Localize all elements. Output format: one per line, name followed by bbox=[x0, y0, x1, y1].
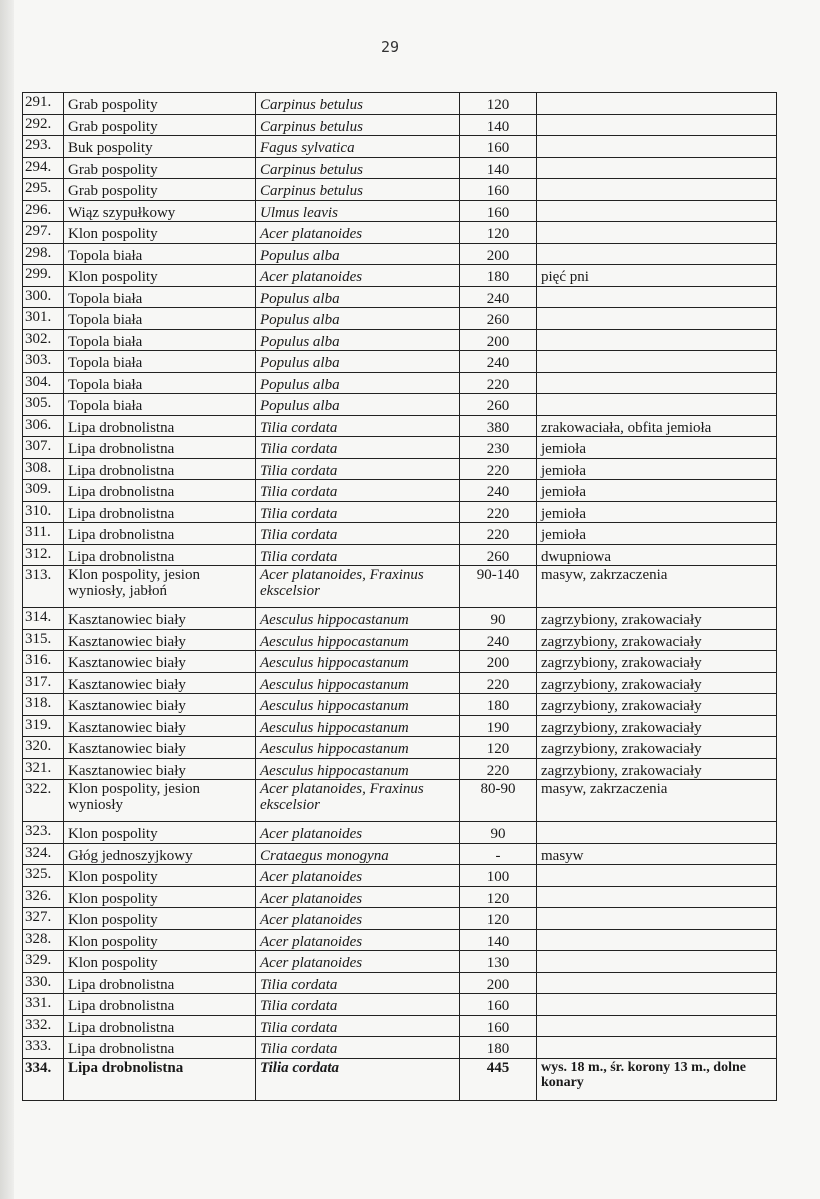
row-number-cell: 310. bbox=[23, 501, 64, 523]
remarks-cell bbox=[537, 372, 777, 394]
remarks-cell bbox=[537, 222, 777, 244]
row-number-cell: 332. bbox=[23, 1015, 64, 1037]
table-row bbox=[23, 458, 777, 480]
remarks-cell bbox=[537, 908, 777, 930]
table-row bbox=[23, 372, 777, 394]
row-number-cell: 329. bbox=[23, 951, 64, 973]
polish-name-cell: Kasztanowiec biały bbox=[64, 737, 256, 759]
remarks-cell: jemioła bbox=[537, 501, 777, 523]
circumference-cell: 140 bbox=[460, 114, 537, 136]
remarks-cell bbox=[537, 994, 777, 1016]
table-row bbox=[23, 501, 777, 523]
remarks-cell bbox=[537, 929, 777, 951]
polish-name-cell: Wiąz szypułkowy bbox=[64, 200, 256, 222]
table-row bbox=[23, 929, 777, 951]
latin-name-cell: Tilia cordata bbox=[256, 972, 460, 994]
latin-name-cell: Tilia cordata bbox=[256, 458, 460, 480]
remarks-cell: zagrzybiony, zrakowaciały bbox=[537, 672, 777, 694]
remarks-cell: jemioła bbox=[537, 437, 777, 459]
row-number-cell: 299. bbox=[23, 265, 64, 287]
remarks-cell bbox=[537, 200, 777, 222]
row-number-cell: 304. bbox=[23, 372, 64, 394]
remarks-cell: zagrzybiony, zrakowaciały bbox=[537, 737, 777, 759]
table-row bbox=[23, 179, 777, 201]
table-row bbox=[23, 222, 777, 244]
remarks-cell bbox=[537, 394, 777, 416]
table-row bbox=[23, 437, 777, 459]
row-number-cell: 333. bbox=[23, 1037, 64, 1059]
row-number-cell: 306. bbox=[23, 415, 64, 437]
latin-name-cell: Aesculus hippocastanum bbox=[256, 608, 460, 630]
table-row bbox=[23, 608, 777, 630]
row-number-cell: 320. bbox=[23, 737, 64, 759]
polish-name-cell: Lipa drobnolistna bbox=[64, 1058, 256, 1100]
row-number-cell: 324. bbox=[23, 843, 64, 865]
table-row bbox=[23, 93, 777, 115]
polish-name-cell: Kasztanowiec biały bbox=[64, 629, 256, 651]
circumference-cell: 160 bbox=[460, 994, 537, 1016]
latin-name-cell: Acer platanoides bbox=[256, 929, 460, 951]
latin-name-cell: Tilia cordata bbox=[256, 523, 460, 545]
polish-name-cell: Klon pospolity, jesion wyniosły bbox=[64, 780, 256, 822]
polish-name-cell: Lipa drobnolistna bbox=[64, 458, 256, 480]
row-number-cell: 322. bbox=[23, 780, 64, 822]
row-number-cell: 323. bbox=[23, 822, 64, 844]
polish-name-cell: Kasztanowiec biały bbox=[64, 758, 256, 780]
remarks-cell bbox=[537, 136, 777, 158]
circumference-cell: 140 bbox=[460, 157, 537, 179]
table-row bbox=[23, 136, 777, 158]
row-number-cell: 302. bbox=[23, 329, 64, 351]
table-row bbox=[23, 351, 777, 373]
remarks-cell bbox=[537, 93, 777, 115]
latin-name-cell: Populus alba bbox=[256, 351, 460, 373]
polish-name-cell: Lipa drobnolistna bbox=[64, 437, 256, 459]
circumference-cell: 240 bbox=[460, 480, 537, 502]
table-row bbox=[23, 566, 777, 608]
remarks-cell bbox=[537, 179, 777, 201]
polish-name-cell: Grab pospolity bbox=[64, 114, 256, 136]
circumference-cell: - bbox=[460, 843, 537, 865]
circumference-cell: 220 bbox=[460, 458, 537, 480]
latin-name-cell: Acer platanoides bbox=[256, 886, 460, 908]
circumference-cell: 80-90 bbox=[460, 780, 537, 822]
circumference-cell: 240 bbox=[460, 351, 537, 373]
row-number-cell: 321. bbox=[23, 758, 64, 780]
remarks-cell bbox=[537, 865, 777, 887]
circumference-cell: 120 bbox=[460, 886, 537, 908]
polish-name-cell: Klon pospolity bbox=[64, 865, 256, 887]
polish-name-cell: Topola biała bbox=[64, 308, 256, 330]
latin-name-cell: Carpinus betulus bbox=[256, 157, 460, 179]
remarks-cell bbox=[537, 243, 777, 265]
latin-name-cell: Populus alba bbox=[256, 308, 460, 330]
latin-name-cell: Tilia cordata bbox=[256, 544, 460, 566]
latin-name-cell: Aesculus hippocastanum bbox=[256, 737, 460, 759]
polish-name-cell: Lipa drobnolistna bbox=[64, 501, 256, 523]
remarks-cell: zrakowaciała, obfita jemioła bbox=[537, 415, 777, 437]
row-number-cell: 292. bbox=[23, 114, 64, 136]
latin-name-cell: Acer platanoides bbox=[256, 265, 460, 287]
polish-name-cell: Klon pospolity bbox=[64, 929, 256, 951]
latin-name-cell: Populus alba bbox=[256, 243, 460, 265]
circumference-cell: 220 bbox=[460, 758, 537, 780]
circumference-cell: 200 bbox=[460, 972, 537, 994]
remarks-cell bbox=[537, 951, 777, 973]
polish-name-cell: Kasztanowiec biały bbox=[64, 651, 256, 673]
remarks-cell bbox=[537, 157, 777, 179]
table-row bbox=[23, 286, 777, 308]
row-number-cell: 316. bbox=[23, 651, 64, 673]
circumference-cell: 90 bbox=[460, 822, 537, 844]
remarks-cell bbox=[537, 329, 777, 351]
remarks-cell bbox=[537, 822, 777, 844]
latin-name-cell: Acer platanoides, Fraxinus ekscelsior bbox=[256, 566, 460, 608]
polish-name-cell: Grab pospolity bbox=[64, 179, 256, 201]
polish-name-cell: Klon pospolity bbox=[64, 951, 256, 973]
circumference-cell: 220 bbox=[460, 672, 537, 694]
polish-name-cell: Klon pospolity bbox=[64, 822, 256, 844]
remarks-cell bbox=[537, 1037, 777, 1059]
latin-name-cell: Populus alba bbox=[256, 286, 460, 308]
row-number-cell: 327. bbox=[23, 908, 64, 930]
circumference-cell: 230 bbox=[460, 437, 537, 459]
polish-name-cell: Lipa drobnolistna bbox=[64, 1015, 256, 1037]
table-row bbox=[23, 951, 777, 973]
latin-name-cell: Aesculus hippocastanum bbox=[256, 651, 460, 673]
row-number-cell: 331. bbox=[23, 994, 64, 1016]
table-row bbox=[23, 886, 777, 908]
remarks-cell: masyw, zakrzaczenia bbox=[537, 566, 777, 608]
polish-name-cell: Klon pospolity, jesion wyniosły, jabłoń bbox=[64, 566, 256, 608]
polish-name-cell: Topola biała bbox=[64, 329, 256, 351]
latin-name-cell: Carpinus betulus bbox=[256, 179, 460, 201]
latin-name-cell: Aesculus hippocastanum bbox=[256, 694, 460, 716]
page-number: 29 bbox=[380, 38, 400, 56]
row-number-cell: 298. bbox=[23, 243, 64, 265]
table-row bbox=[23, 843, 777, 865]
remarks-cell bbox=[537, 114, 777, 136]
table-row bbox=[23, 394, 777, 416]
polish-name-cell: Topola biała bbox=[64, 351, 256, 373]
remarks-cell: wys. 18 m., śr. korony 13 m., dolne konary bbox=[537, 1058, 777, 1100]
polish-name-cell: Kasztanowiec biały bbox=[64, 672, 256, 694]
circumference-cell: 120 bbox=[460, 222, 537, 244]
circumference-cell: 240 bbox=[460, 286, 537, 308]
latin-name-cell: Tilia cordata bbox=[256, 437, 460, 459]
remarks-cell bbox=[537, 972, 777, 994]
tree-inventory-table bbox=[22, 92, 777, 1101]
remarks-cell bbox=[537, 351, 777, 373]
polish-name-cell: Grab pospolity bbox=[64, 93, 256, 115]
polish-name-cell: Topola biała bbox=[64, 394, 256, 416]
table-row bbox=[23, 308, 777, 330]
table-row bbox=[23, 737, 777, 759]
row-number-cell: 330. bbox=[23, 972, 64, 994]
polish-name-cell: Buk pospolity bbox=[64, 136, 256, 158]
circumference-cell: 200 bbox=[460, 329, 537, 351]
circumference-cell: 160 bbox=[460, 200, 537, 222]
row-number-cell: 314. bbox=[23, 608, 64, 630]
polish-name-cell: Lipa drobnolistna bbox=[64, 415, 256, 437]
row-number-cell: 309. bbox=[23, 480, 64, 502]
remarks-cell bbox=[537, 886, 777, 908]
row-number-cell: 297. bbox=[23, 222, 64, 244]
latin-name-cell: Aesculus hippocastanum bbox=[256, 758, 460, 780]
remarks-cell: zagrzybiony, zrakowaciały bbox=[537, 758, 777, 780]
table-row bbox=[23, 200, 777, 222]
polish-name-cell: Głóg jednoszyjkowy bbox=[64, 843, 256, 865]
polish-name-cell: Lipa drobnolistna bbox=[64, 544, 256, 566]
row-number-cell: 317. bbox=[23, 672, 64, 694]
remarks-cell: jemioła bbox=[537, 523, 777, 545]
circumference-cell: 220 bbox=[460, 523, 537, 545]
circumference-cell: 200 bbox=[460, 243, 537, 265]
row-number-cell: 300. bbox=[23, 286, 64, 308]
remarks-cell: zagrzybiony, zrakowaciały bbox=[537, 715, 777, 737]
latin-name-cell: Tilia cordata bbox=[256, 1015, 460, 1037]
circumference-cell: 130 bbox=[460, 951, 537, 973]
table-row bbox=[23, 822, 777, 844]
latin-name-cell: Ulmus leavis bbox=[256, 200, 460, 222]
circumference-cell: 120 bbox=[460, 908, 537, 930]
table-row bbox=[23, 972, 777, 994]
circumference-cell: 445 bbox=[460, 1058, 537, 1100]
latin-name-cell: Fagus sylvatica bbox=[256, 136, 460, 158]
row-number-cell: 308. bbox=[23, 458, 64, 480]
row-number-cell: 328. bbox=[23, 929, 64, 951]
circumference-cell: 260 bbox=[460, 308, 537, 330]
circumference-cell: 180 bbox=[460, 1037, 537, 1059]
polish-name-cell: Klon pospolity bbox=[64, 222, 256, 244]
latin-name-cell: Acer platanoides bbox=[256, 865, 460, 887]
table-row bbox=[23, 1058, 777, 1100]
remarks-cell: jemioła bbox=[537, 458, 777, 480]
polish-name-cell: Lipa drobnolistna bbox=[64, 480, 256, 502]
page-edge bbox=[0, 0, 14, 1199]
polish-name-cell: Kasztanowiec biały bbox=[64, 715, 256, 737]
polish-name-cell: Topola biała bbox=[64, 372, 256, 394]
table-row bbox=[23, 265, 777, 287]
row-number-cell: 326. bbox=[23, 886, 64, 908]
polish-name-cell: Klon pospolity bbox=[64, 265, 256, 287]
circumference-cell: 140 bbox=[460, 929, 537, 951]
circumference-cell: 260 bbox=[460, 394, 537, 416]
row-number-cell: 291. bbox=[23, 93, 64, 115]
row-number-cell: 313. bbox=[23, 566, 64, 608]
table-row bbox=[23, 758, 777, 780]
row-number-cell: 307. bbox=[23, 437, 64, 459]
latin-name-cell: Populus alba bbox=[256, 372, 460, 394]
polish-name-cell: Kasztanowiec biały bbox=[64, 608, 256, 630]
circumference-cell: 90 bbox=[460, 608, 537, 630]
latin-name-cell: Tilia cordata bbox=[256, 415, 460, 437]
row-number-cell: 311. bbox=[23, 523, 64, 545]
circumference-cell: 120 bbox=[460, 93, 537, 115]
polish-name-cell: Topola biała bbox=[64, 243, 256, 265]
row-number-cell: 303. bbox=[23, 351, 64, 373]
remarks-cell: zagrzybiony, zrakowaciały bbox=[537, 651, 777, 673]
polish-name-cell: Lipa drobnolistna bbox=[64, 1037, 256, 1059]
latin-name-cell: Aesculus hippocastanum bbox=[256, 715, 460, 737]
circumference-cell: 220 bbox=[460, 501, 537, 523]
remarks-cell bbox=[537, 1015, 777, 1037]
table-row bbox=[23, 114, 777, 136]
table-row bbox=[23, 1015, 777, 1037]
row-number-cell: 318. bbox=[23, 694, 64, 716]
latin-name-cell: Acer platanoides bbox=[256, 951, 460, 973]
table-row bbox=[23, 1037, 777, 1059]
remarks-cell: zagrzybiony, zrakowaciały bbox=[537, 629, 777, 651]
circumference-cell: 90-140 bbox=[460, 566, 537, 608]
remarks-cell: dwupniowa bbox=[537, 544, 777, 566]
latin-name-cell: Acer platanoides, Fraxinus ekscelsior bbox=[256, 780, 460, 822]
row-number-cell: 325. bbox=[23, 865, 64, 887]
table-row bbox=[23, 994, 777, 1016]
table-row bbox=[23, 480, 777, 502]
circumference-cell: 260 bbox=[460, 544, 537, 566]
latin-name-cell: Tilia cordata bbox=[256, 480, 460, 502]
table-row bbox=[23, 329, 777, 351]
remarks-cell: masyw, zakrzaczenia bbox=[537, 780, 777, 822]
remarks-cell: zagrzybiony, zrakowaciały bbox=[537, 608, 777, 630]
circumference-cell: 180 bbox=[460, 694, 537, 716]
remarks-cell: zagrzybiony, zrakowaciały bbox=[537, 694, 777, 716]
row-number-cell: 295. bbox=[23, 179, 64, 201]
remarks-cell bbox=[537, 286, 777, 308]
polish-name-cell: Klon pospolity bbox=[64, 908, 256, 930]
circumference-cell: 160 bbox=[460, 1015, 537, 1037]
table-row bbox=[23, 415, 777, 437]
latin-name-cell: Carpinus betulus bbox=[256, 114, 460, 136]
circumference-cell: 380 bbox=[460, 415, 537, 437]
circumference-cell: 160 bbox=[460, 136, 537, 158]
remarks-cell: jemioła bbox=[537, 480, 777, 502]
table-row bbox=[23, 651, 777, 673]
latin-name-cell: Populus alba bbox=[256, 329, 460, 351]
latin-name-cell: Aesculus hippocastanum bbox=[256, 672, 460, 694]
table-row bbox=[23, 157, 777, 179]
circumference-cell: 120 bbox=[460, 737, 537, 759]
latin-name-cell: Populus alba bbox=[256, 394, 460, 416]
latin-name-cell: Carpinus betulus bbox=[256, 93, 460, 115]
latin-name-cell: Tilia cordata bbox=[256, 994, 460, 1016]
latin-name-cell: Acer platanoides bbox=[256, 222, 460, 244]
table-row bbox=[23, 629, 777, 651]
polish-name-cell: Grab pospolity bbox=[64, 157, 256, 179]
latin-name-cell: Tilia cordata bbox=[256, 1058, 460, 1100]
remarks-cell: pięć pni bbox=[537, 265, 777, 287]
polish-name-cell: Lipa drobnolistna bbox=[64, 523, 256, 545]
remarks-cell: masyw bbox=[537, 843, 777, 865]
row-number-cell: 294. bbox=[23, 157, 64, 179]
latin-name-cell: Tilia cordata bbox=[256, 1037, 460, 1059]
table-row bbox=[23, 908, 777, 930]
row-number-cell: 296. bbox=[23, 200, 64, 222]
polish-name-cell: Topola biała bbox=[64, 286, 256, 308]
circumference-cell: 180 bbox=[460, 265, 537, 287]
circumference-cell: 240 bbox=[460, 629, 537, 651]
circumference-cell: 220 bbox=[460, 372, 537, 394]
row-number-cell: 334. bbox=[23, 1058, 64, 1100]
remarks-cell bbox=[537, 308, 777, 330]
circumference-cell: 200 bbox=[460, 651, 537, 673]
latin-name-cell: Aesculus hippocastanum bbox=[256, 629, 460, 651]
latin-name-cell: Tilia cordata bbox=[256, 501, 460, 523]
latin-name-cell: Acer platanoides bbox=[256, 822, 460, 844]
polish-name-cell: Lipa drobnolistna bbox=[64, 994, 256, 1016]
row-number-cell: 312. bbox=[23, 544, 64, 566]
latin-name-cell: Crataegus monogyna bbox=[256, 843, 460, 865]
table-row bbox=[23, 715, 777, 737]
table-row bbox=[23, 523, 777, 545]
polish-name-cell: Klon pospolity bbox=[64, 886, 256, 908]
table-row bbox=[23, 694, 777, 716]
circumference-cell: 100 bbox=[460, 865, 537, 887]
polish-name-cell: Kasztanowiec biały bbox=[64, 694, 256, 716]
latin-name-cell: Acer platanoides bbox=[256, 908, 460, 930]
table-row bbox=[23, 243, 777, 265]
row-number-cell: 315. bbox=[23, 629, 64, 651]
table-row bbox=[23, 865, 777, 887]
table-row bbox=[23, 780, 777, 822]
polish-name-cell: Lipa drobnolistna bbox=[64, 972, 256, 994]
row-number-cell: 301. bbox=[23, 308, 64, 330]
table-row bbox=[23, 672, 777, 694]
row-number-cell: 305. bbox=[23, 394, 64, 416]
circumference-cell: 160 bbox=[460, 179, 537, 201]
table-row bbox=[23, 544, 777, 566]
row-number-cell: 293. bbox=[23, 136, 64, 158]
row-number-cell: 319. bbox=[23, 715, 64, 737]
circumference-cell: 190 bbox=[460, 715, 537, 737]
